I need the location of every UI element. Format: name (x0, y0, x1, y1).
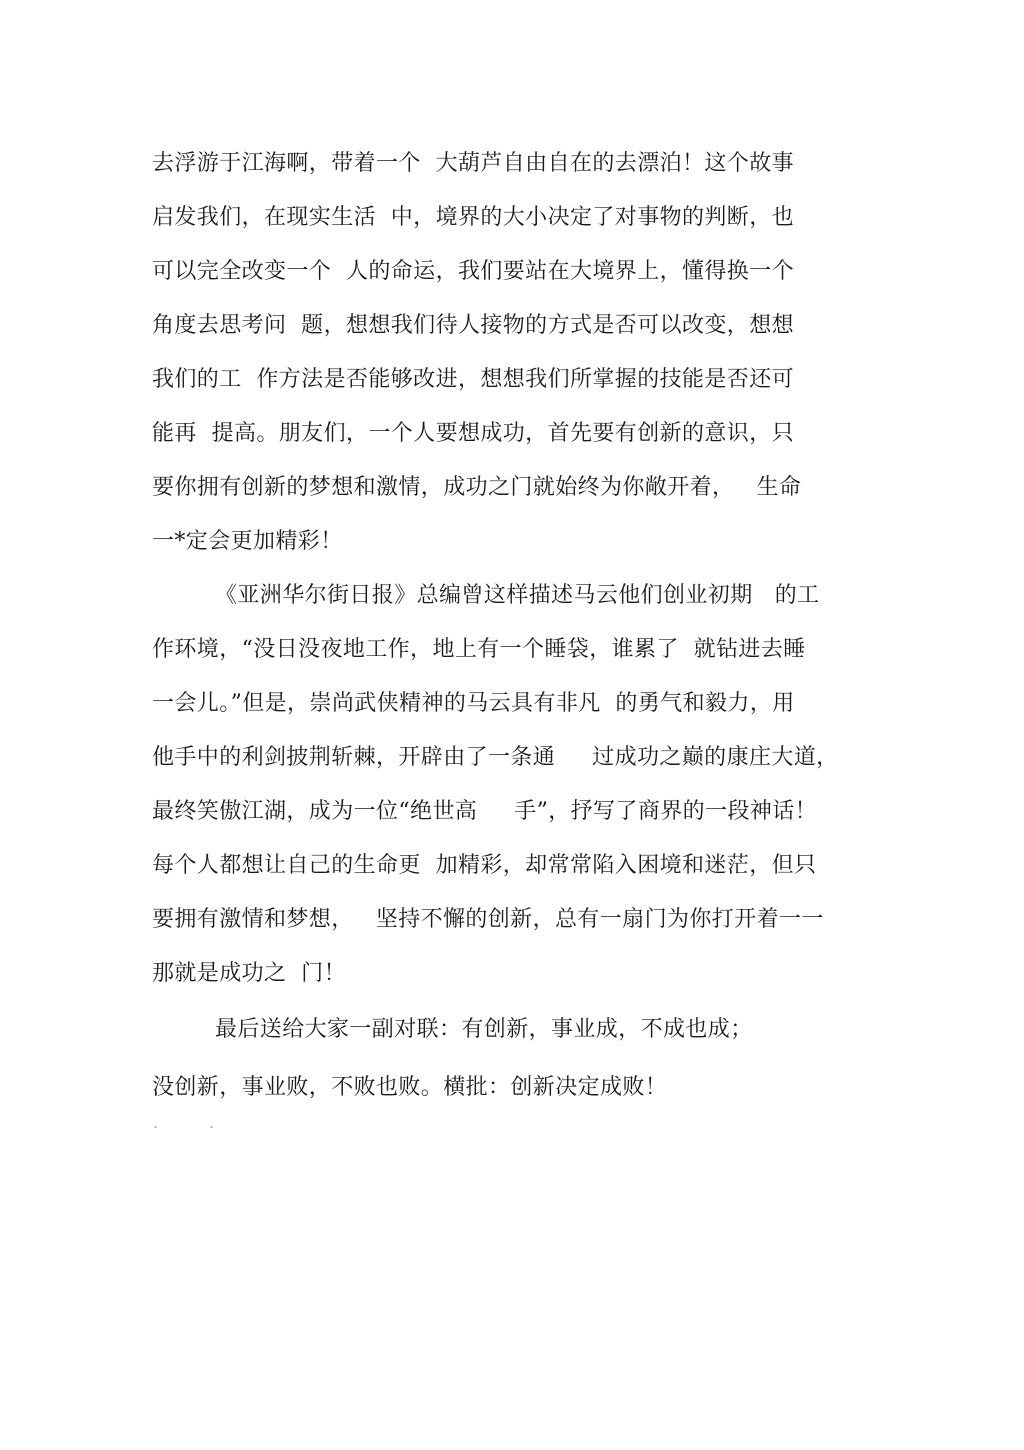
text-line: 角度去思考问 题，想想我们待人接物的方式是否可以改变，想想 (152, 313, 794, 338)
text-line: 作环境，“没日没夜地工作，地上有一个睡袋，谁累了 就钻进去睡 (152, 637, 806, 662)
text-line: 能再 提高。朋友们，一个人要想成功，首先要有创新的意识，只 (152, 421, 794, 446)
text-line: 没创新，事业败，不败也败。横批：创新决定成败！ (152, 1075, 668, 1100)
text-line: 一会儿。”但是，崇尚武侠精神的马云具有非凡 的勇气和毅力，用 (152, 691, 795, 716)
text-line: 最后送给大家一副对联：有创新，事业成，不成也成； (215, 1017, 753, 1042)
text-line: 要你拥有创新的梦想和激情，成功之门就始终为你敞开着， 生命 (152, 475, 802, 500)
text-line: 要拥有激情和梦想， 坚持不懈的创新，总有一扇门为你打开着一一 (152, 907, 824, 932)
scan-speck (154, 1126, 157, 1128)
text-line: 那就是成功之 门！ (152, 961, 346, 986)
text-line: 一*定会更加精彩！ (152, 529, 343, 554)
text-line: 启发我们，在现实生活 中，境界的大小决定了对事物的判断，也 (152, 205, 794, 230)
text-line: 去浮游于江海啊，带着一个 大葫芦自由自在的去漂泊！这个故事 (152, 151, 794, 176)
text-line: 最终笑傲江湖，成为一位“绝世高 手”，抒写了商界的一段神话！ (152, 799, 818, 824)
text-line: 每个人都想让自己的生命更 加精彩，却常常陷入困境和迷茫，但只 (152, 853, 817, 878)
text-line: 他手中的利剑披荆斩棘，开辟由了一条通 过成功之巅的康庄大道， (152, 745, 839, 770)
scan-speck (210, 1126, 213, 1128)
text-line: 我们的工 作方法是否能够改进，想想我们所掌握的技能是否还可 (152, 367, 794, 392)
text-line: 可以完全改变一个 人的命运，我们要站在大境界上，懂得换一个 (152, 259, 794, 284)
text-line: 《亚洲华尔街日报》总编曾这样描述马云他们创业初期 的工 (215, 583, 820, 608)
